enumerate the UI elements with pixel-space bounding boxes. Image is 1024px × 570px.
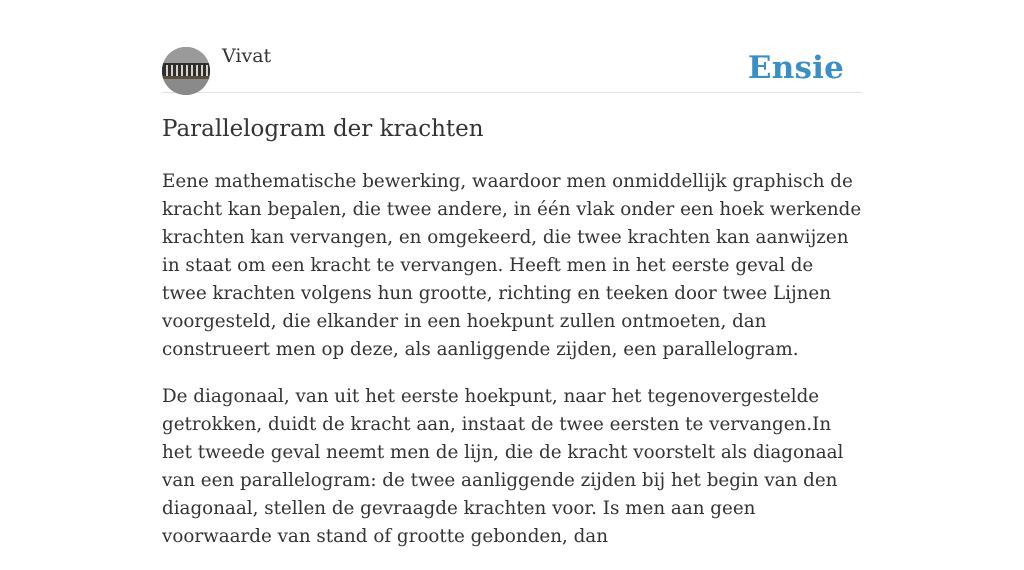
avatar[interactable] (162, 47, 210, 95)
header (162, 0, 862, 93)
author-name[interactable]: Vivat (222, 45, 272, 67)
paragraph: Eene mathematische bewerking, waardoor men onmiddellijk graphisch de kracht kan bepalen, die twee andere, in één vlak onder een hoek werkende krachten kan vervangen, en omgekeerd, die twee krachten kan aanwijzen in staat om een kracht te vervangen. Heeft men in het eerste geval de twee krachten volgens hun grootte, richting en teeken door twee Lijnen voorgesteld, die elkander in een hoekpunt zullen ontmoeten, dan construeert men op deze, als aanliggende zijden, een parallelogram. (162, 171, 862, 360)
page (162, 0, 862, 547)
avatar-image (162, 47, 210, 95)
brand-logo[interactable]: Ensie (747, 50, 844, 86)
page-title: Parallelogram der krachten (162, 116, 484, 142)
paragraph: De diagonaal, van uit het eerste hoekpunt, naar het tegenovergestelde getrokken, duidt de kracht aan, instaat de twee eersten te vervangen.In het tweede geval neemt men de lijn, die de kracht voorstelt als diagonaal van een parallelogram: de twee aanliggende zijden bij het begin van den diagonaal, stellen de gevraagde krachten voor. Is men aan geen voorwaarde van stand of grootte gebonden, dan (162, 386, 844, 547)
article-body (162, 168, 862, 570)
